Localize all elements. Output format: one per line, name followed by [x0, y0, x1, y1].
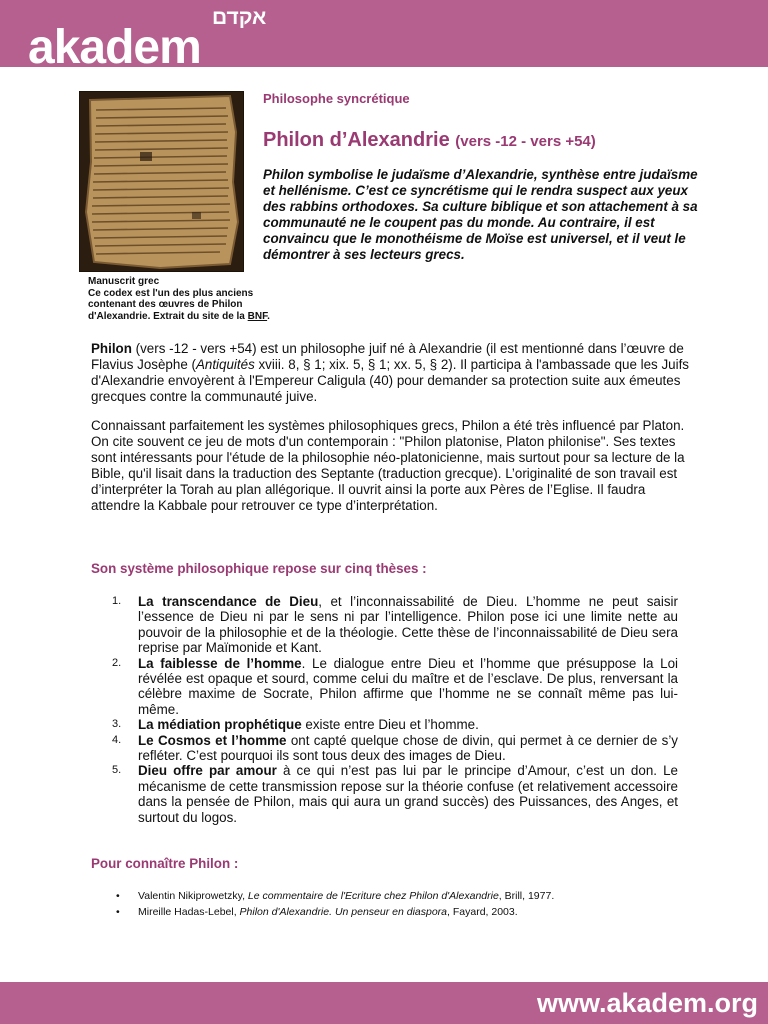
- ref-pub: , Fayard, 2003.: [447, 905, 518, 918]
- caption-text: Ce codex est l'un des plus anciens contenant des œuvres de Philon d'Alexandrie. Extrait du site de la: [88, 287, 254, 322]
- reference-item: [116, 889, 716, 905]
- manuscript-image: [79, 91, 244, 272]
- bio-paragraph: [91, 341, 691, 405]
- thesis-text: existe entre Dieu et l’homme.: [301, 717, 479, 733]
- thesis-title: Dieu offre par amour: [138, 763, 277, 779]
- image-caption: [88, 276, 288, 322]
- list-item: [112, 733, 678, 764]
- thesis-title: Le Cosmos et l’homme: [138, 732, 287, 748]
- references-list: [116, 889, 716, 920]
- list-number: 1.: [112, 595, 122, 607]
- footer-bar: [0, 982, 768, 1024]
- section-heading-references: Pour connaître Philon :: [91, 856, 239, 871]
- logo-hebrew-text: אקדם: [212, 6, 267, 29]
- header-bar: [0, 0, 768, 74]
- list-number: 3.: [112, 718, 122, 731]
- section-heading-theses: Son système philosophique repose sur cinq thèses :: [91, 561, 427, 576]
- akadem-logo[interactable]: akadem: [28, 21, 201, 74]
- bio-lead: Philon: [91, 341, 132, 356]
- bio-text-b: xviii. 8, § 1; xix. 5, § 1; xx. 5, § 2). Il participa à l'ambassade que les Juifs d'Alexandrie envoyèrent à l'Empereur Caligula (40) pour demander sa protection suite aux émeutes grecques contre la communauté juive.: [91, 357, 690, 405]
- bio-text-a: (vers -12 - vers +54) est un philosophe juif né à Alexandrie (il est mentionné dans l’œuvre de Flavius Josèphe (: [91, 341, 684, 373]
- page-title: [263, 129, 596, 152]
- kicker-heading: Philosophe syncrétique: [263, 91, 410, 106]
- influence-paragraph: Connaissant parfaitement les systèmes philosophiques grecs, Philon a été très influencé par Platon. On cite souvent ce jeu de mots d'un contemporain : "Philon platonise, Platon philonise". Ses textes sont intéressants pour l'étude de la philosophie néo-platonicienne, mais surtout pour sa lecture de la Bible, qu'il lisait dans la traduction des Septante (traduction grecque). L’originalité de son travail est d’interpréter la Torah au plan allégorique. Il ouvrit ainsi la porte aux Pères de l’Eglise. Il faudra attendre la Kabbale pour retrouver ce type d’interprétation.: [91, 418, 685, 514]
- thesis-title: La transcendance de Dieu: [138, 594, 319, 609]
- list-number: 4.: [112, 733, 122, 746]
- list-item: [112, 594, 678, 656]
- site-url[interactable]: www.akadem.org: [536, 988, 758, 1018]
- list-item: [112, 656, 678, 718]
- ref-author: Valentin Nikiprowetzky,: [138, 890, 248, 902]
- thesis-title: La faiblesse de l’homme: [138, 655, 302, 671]
- list-number: 5.: [112, 764, 122, 777]
- caption-title: Manuscrit grec: [88, 276, 160, 287]
- thesis-text: ont capté quelque chose de divin, qui permet à ce dernier de s’y refléter. C’est pourquoi ils sont tous deux des images de Dieu.: [138, 732, 678, 764]
- thesis-title: La médiation prophétique: [138, 717, 302, 733]
- ref-title: Le commentaire de l'Ecriture chez Philon d'Alexandrie: [247, 890, 499, 902]
- list-item: [112, 717, 678, 732]
- thesis-text: , et l’inconnaissabilité de Dieu. L’homme ne peut saisir l’essence de Dieu ni par le sens ni par l’intelligence. Philon pose ici une limite nette au pouvoir de la philosophie et de la théologie. Cette thèse de l’inconnaissabilité de Dieu sera reprise par Maïmonide et Kant.: [138, 594, 678, 656]
- thesis-text: . Le dialogue entre Dieu et l’homme que présuppose la Loi révélée est opaque et sourd, comme celui du maître et de l’esclave. De plus, renversant la célèbre maxime de Socrate, Philon affirme que l’homme ne se connaît même pas lui-même.: [138, 655, 678, 717]
- ref-pub: , Brill, 1977.: [498, 890, 555, 902]
- caption-end: .: [267, 310, 270, 322]
- bullet: •: [116, 890, 120, 902]
- list-item: [112, 763, 678, 825]
- bullet: •: [116, 905, 120, 918]
- bnf-link[interactable]: BNF: [247, 310, 268, 322]
- theses-list: [112, 594, 678, 825]
- papyrus-illustration: [80, 92, 243, 271]
- list-number: 2.: [112, 656, 122, 669]
- intro-paragraph: Philon symbolise le judaïsme d’Alexandrie, synthèse entre judaïsme et hellénisme. C’est ce syncrétisme qui le rendra suspect aux yeux des rabbins orthodoxes. Sa culture biblique et son attachement à sa communauté ne le coupent pas du monde. Au contraire, il est convaincu que le monothéisme de Moïse est universel, et il veut le démontrer à ses lecteurs grecs.: [263, 167, 698, 263]
- bio-italic: Antiquités: [195, 357, 255, 373]
- reference-item: [116, 905, 716, 921]
- thesis-text: à ce qui n’est pas lui par le principe d’Amour, c’est un don. Le mécanisme de cette transmission repose sur la théorie confuse (et relativement accessoire dans la pensée de Philon, mais qui aura un grand succès) des Puissances, des Anges, et surtout du logos.: [138, 763, 678, 825]
- title-dates: (vers -12 - vers +54): [455, 133, 596, 150]
- ref-title: Philon d'Alexandrie. Un penseur en diaspora: [239, 905, 448, 918]
- ref-author: Mireille Hadas-Lebel,: [138, 905, 240, 918]
- title-name: Philon d’Alexandrie: [263, 129, 450, 151]
